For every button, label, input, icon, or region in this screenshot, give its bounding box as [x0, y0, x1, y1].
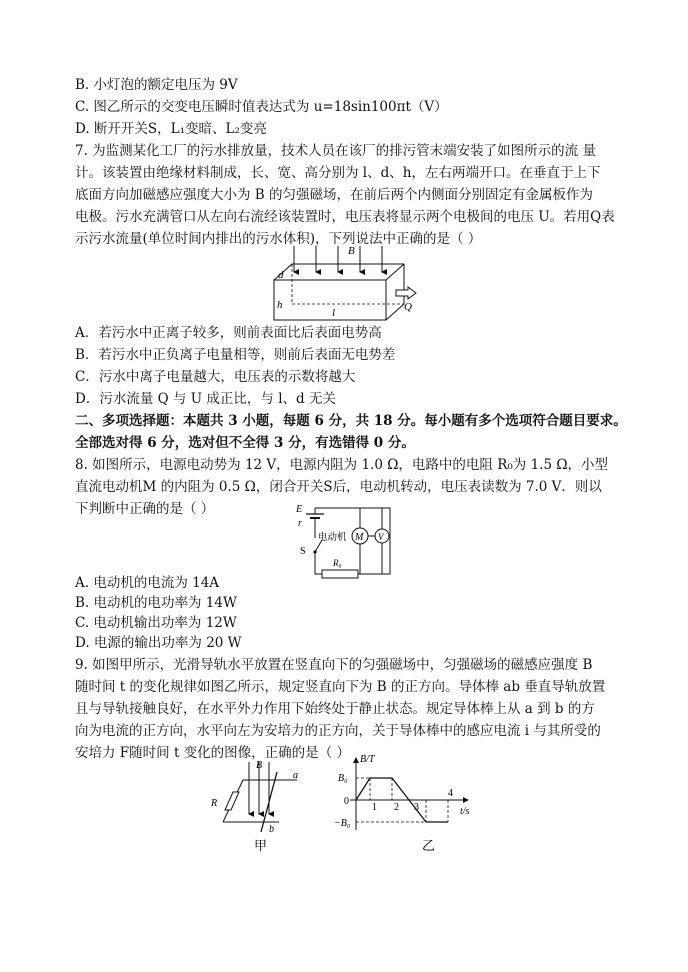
yi-zero-label: 0: [344, 796, 349, 807]
q9-stem-line-2: 随时间 t 的变化规律如图乙所示，规定竖直向下为 B 的正方向。导体棒 ab 垂直导轨放置: [75, 679, 606, 695]
q8-stem-line-1: 8. 如图所示，电源电动势为 12 V，电源内阻为 1.0 Ω，电路中的电阻 R₀为 1.5 Ω，小型: [75, 457, 609, 473]
q6-option-d: D. 断开开关S，L₁变暗、L₂变亮: [75, 121, 267, 137]
q7-option-a: A．若污水中正离子较多，则前表面比后表面电势高: [75, 325, 382, 341]
yi-tick-2: 2: [394, 802, 399, 813]
yi-b0-label: B₀: [338, 773, 348, 784]
yi-tick-3: 3: [414, 802, 419, 813]
q6-option-c: C. 图乙所示的交变电压瞬时值表达式为 u=18sin100πt（V）: [75, 99, 448, 115]
bt-graph-yi: [330, 752, 480, 858]
q7-stem-line-5: 示污水流量(单位时间内排出的污水体积)，下列说法中正确的是（ ）: [75, 231, 482, 247]
emf-e-label: E: [296, 504, 303, 515]
q8-option-a: A. 电动机的电流为 14A: [75, 575, 220, 591]
jia-r-label: R: [211, 798, 218, 809]
jia-caption: 甲: [254, 838, 268, 853]
flowmeter-figure: [258, 242, 418, 324]
q7-option-b: B．若污水中正负离子电量相等，则前后表面无电势差: [75, 347, 396, 363]
q8-option-b: B. 电动机的电功率为 14W: [75, 595, 237, 611]
q9-stem-line-3: 且与导轨接触良好，在水平外力作用下始终处于静止状态。规定导体棒上从 a 到 b 的方: [75, 701, 595, 717]
q9-stem-line-4: 向为电流的正方向，水平向左为安培力的正方向，关于导体棒中的感应电流 i 与其所受的: [75, 723, 601, 739]
jia-a-label: a: [293, 770, 298, 781]
q7-stem-line-4: 电极。污水充满管口从左向右流经该装置时，电压表将显示两个电极间的电压 U。若用Q表: [75, 209, 615, 225]
flow-q-label: Q: [404, 301, 412, 313]
circuit-figure: [280, 500, 400, 582]
rail-figure-jia: [205, 758, 315, 858]
q7-option-c: C．污水中离子电量越大，电压表的示数将越大: [75, 369, 356, 385]
q8-stem-line-2: 直流电动机M 的内阻为 0.5 Ω，闭合开关S后，电动机转动，电压表读数为 7.0 V．则以: [75, 479, 602, 495]
q7-stem-line-2: 计。该装置由绝缘材料制成，长、宽、高分别为 l、d、h，左右两端开口。在垂直于上下: [75, 165, 601, 181]
q7-stem-line-1: 7. 为监测某化工厂的污水排放量，技术人员在该厂的排污管末端安装了如图所示的流 量: [75, 143, 596, 159]
q8-stem-line-3: 下判断中正确的是（ ）: [75, 501, 215, 517]
section-2-heading: 二、多项选择题：本题共 3 小题，每题 6 分，共 18 分。每小题有多个选项符合题目要求。: [75, 413, 627, 429]
q8-option-d: D. 电源的输出功率为 20 W: [75, 635, 242, 651]
length-l-label: l: [332, 307, 336, 319]
switch-s-label: S: [300, 546, 306, 557]
q9-stem-line-5: 安培力 F随时间 t 变化的图像，正确的是（ ）: [75, 745, 350, 761]
jia-b-end-label: b: [269, 824, 274, 835]
yi-tick-4: 4: [448, 788, 453, 799]
motor-m-label: M: [355, 532, 364, 543]
internal-r-label: r: [298, 518, 302, 529]
q7-stem-line-3: 底面方向加磁感应强度大小为 B 的匀强磁场，在前后两个内侧面分别固定有金属板作为: [75, 187, 594, 203]
jia-b-label: B: [256, 760, 263, 771]
resistor-r0-label: R₀: [333, 558, 342, 568]
q7-option-d: D．污水流量 Q 与 U 成正比，与 l、d 无关: [75, 391, 336, 407]
height-h-label: h: [277, 299, 283, 311]
q8-option-c: C. 电动机输出功率为 12W: [75, 615, 237, 631]
yi-neg-b0-label: −B₀: [334, 818, 351, 829]
yi-tick-1: 1: [372, 802, 377, 813]
voltmeter-v-label: V: [378, 532, 384, 542]
q6-option-b: B. 小灯泡的额定电压为 9V: [75, 77, 238, 93]
field-b-label: B: [348, 245, 355, 257]
q9-stem-line-1: 9. 如图甲所示，光滑导轨水平放置在竖直向下的匀强磁场中，匀强磁场的磁感应强度 B: [75, 657, 593, 673]
motor-text-label: 电动机: [318, 533, 347, 543]
yi-caption: 乙: [422, 838, 436, 853]
yi-ylabel: B/T: [360, 754, 375, 765]
width-d-label: d: [278, 269, 284, 281]
yi-xlabel: t/s: [460, 806, 470, 817]
section-2-scoring: 全部选对得 6 分，选对但不全得 3 分，有选错得 0 分。: [75, 435, 415, 451]
